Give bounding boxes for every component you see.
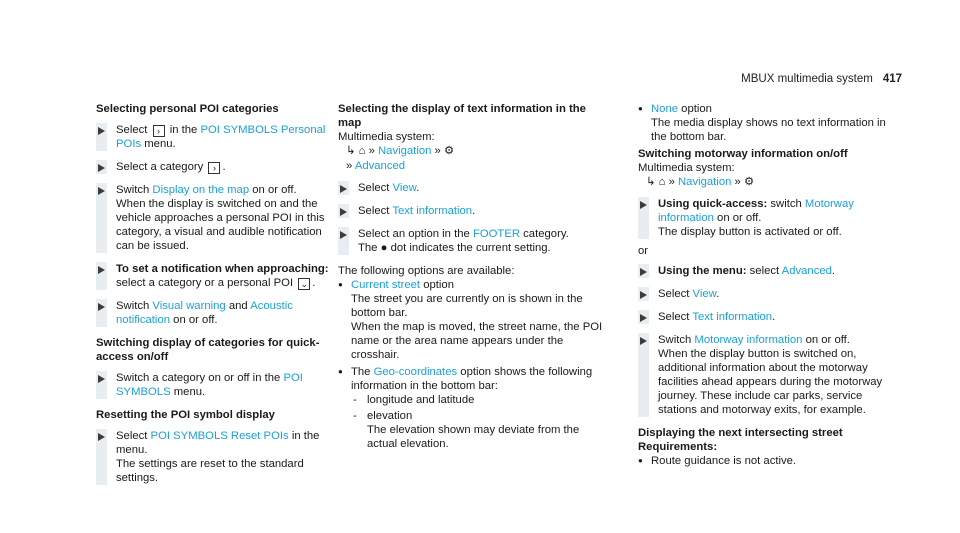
text: option shows the following information in the bottom bar: xyxy=(351,366,593,392)
text: category. xyxy=(523,228,569,240)
heading-intersecting-street: Displaying the next intersecting street xyxy=(638,427,843,439)
column-3 xyxy=(638,102,900,471)
text: Select xyxy=(658,288,690,300)
step-arrow-icon xyxy=(96,299,107,327)
chevron-right-icon: › xyxy=(153,125,165,137)
menu-link-poi-symbols-personal[interactable]: POI SYMBOLS Personal POIs xyxy=(116,124,326,150)
double-chevron-icon: » xyxy=(668,176,675,188)
menu-link-reset-pois[interactable]: POI SYMBOLS Reset POIs xyxy=(150,430,289,442)
text: . xyxy=(472,205,476,217)
text: When the map is moved, the street name, the POI name or the area name appears under the crosshair. xyxy=(351,321,603,361)
list-item xyxy=(638,102,900,144)
path-navigation[interactable]: Navigation xyxy=(678,176,732,188)
step xyxy=(638,287,900,301)
step-arrow-icon xyxy=(338,181,349,195)
text: option xyxy=(681,103,712,115)
option-display-on-map[interactable]: Display on the map xyxy=(152,184,250,196)
text: on or off. xyxy=(173,314,218,326)
text: Select xyxy=(116,430,148,442)
home-icon: ⌂ xyxy=(658,176,666,188)
option-geo-coordinates[interactable]: Geo-coordinates xyxy=(373,366,458,378)
text: on or off. xyxy=(805,334,850,346)
step xyxy=(338,227,608,255)
text: select xyxy=(749,265,780,277)
text: . xyxy=(772,311,776,323)
text: on or off. xyxy=(252,184,297,196)
text: and xyxy=(228,300,248,312)
text: Switch xyxy=(116,184,150,196)
text: elevation xyxy=(367,410,413,422)
path-advanced[interactable]: Advanced xyxy=(354,160,406,172)
step xyxy=(96,299,340,327)
step-arrow-icon xyxy=(638,287,649,301)
text: Select xyxy=(116,124,148,136)
option-current-street[interactable]: Current street xyxy=(351,279,421,291)
text: on or off. xyxy=(717,212,762,224)
options-intro: The following options are available: xyxy=(338,265,515,277)
menu-path xyxy=(338,144,608,158)
return-arrow-icon: ↳ xyxy=(346,145,356,157)
text: Switch a category on or off in the xyxy=(116,372,281,384)
double-chevron-icon: » xyxy=(734,176,741,188)
menu-path xyxy=(638,175,900,189)
text: menu. xyxy=(173,386,206,398)
path-navigation[interactable]: Navigation xyxy=(378,145,432,157)
step-arrow-icon xyxy=(96,183,107,253)
menu-link-poi-symbols[interactable]: POI SYMBOLS xyxy=(116,372,303,398)
home-icon: ⌂ xyxy=(358,145,366,157)
step xyxy=(338,181,608,195)
double-chevron-icon: » xyxy=(434,145,441,157)
text: select a category or a personal POI xyxy=(116,277,294,289)
requirements-label: Requirements: xyxy=(638,441,718,453)
column-2 xyxy=(338,102,608,454)
text: Select an option in the xyxy=(358,228,470,240)
text: The ● dot indicates the current setting. xyxy=(358,242,551,254)
step xyxy=(638,333,900,417)
text: in the xyxy=(169,124,198,136)
text: The xyxy=(351,366,371,378)
step-arrow-icon xyxy=(96,262,107,290)
option-motorway-information[interactable]: Motorway information xyxy=(694,334,803,346)
step-arrow-icon xyxy=(96,371,107,399)
column-1 xyxy=(96,102,340,494)
option-text-information[interactable]: Text information xyxy=(392,205,473,217)
sub-item: - longitude and latitude xyxy=(351,393,608,407)
page-header xyxy=(741,72,902,86)
gear-icon: ⚙ xyxy=(743,176,755,188)
gear-icon: ⚙ xyxy=(443,145,455,157)
option-advanced[interactable]: Advanced xyxy=(781,265,832,277)
text: . xyxy=(222,161,226,173)
step-arrow-icon xyxy=(638,264,649,278)
category-footer[interactable]: FOOTER xyxy=(472,228,521,240)
option-view[interactable]: View xyxy=(392,182,417,194)
text: The street you are currently on is shown in the bottom bar. xyxy=(351,293,583,319)
system-label: Multimedia system: xyxy=(338,131,435,143)
step xyxy=(338,204,608,218)
chevron-down-icon: ⌄ xyxy=(298,278,310,290)
step xyxy=(96,160,340,174)
text: menu. xyxy=(144,138,176,150)
list-item xyxy=(338,365,608,451)
step-arrow-icon xyxy=(96,429,107,485)
step-arrow-icon xyxy=(638,333,649,417)
step xyxy=(96,371,340,399)
text: . xyxy=(716,288,720,300)
step xyxy=(638,197,900,239)
step xyxy=(96,183,340,253)
chevron-right-icon: › xyxy=(208,162,220,174)
double-chevron-icon: » xyxy=(368,145,375,157)
step xyxy=(638,264,900,278)
text: Select xyxy=(658,311,690,323)
option-view[interactable]: View xyxy=(692,288,717,300)
bold-text: Using quick-access: xyxy=(658,198,768,210)
text: option xyxy=(423,279,454,291)
system-label: Multimedia system: xyxy=(638,162,735,174)
text: Switch xyxy=(116,300,150,312)
step-arrow-icon xyxy=(638,197,649,239)
option-motorway-information[interactable]: Motorway information xyxy=(658,198,854,224)
step-arrow-icon xyxy=(96,160,107,174)
option-none[interactable]: None xyxy=(651,103,679,115)
heading-quick-access: Switching display of categories for quick-access on/off xyxy=(96,337,320,363)
text: in the menu. xyxy=(116,430,320,456)
text: The display button is activated or off. xyxy=(658,226,842,238)
text: switch xyxy=(770,198,802,210)
bold-text: To set a notification when approaching: xyxy=(116,263,329,275)
heading-reset: Resetting the POI symbol display xyxy=(96,409,275,421)
menu-path xyxy=(338,159,608,173)
text: When the display is switched on and the vehicle approaches a personal POI in this category, a visual and audible notification can be issued. xyxy=(116,198,325,252)
step-arrow-icon xyxy=(96,123,107,151)
heading-text-info: Selecting the display of text information in the map xyxy=(338,103,586,129)
text: When the display button is switched on, additional information about the motorway facilities ahead appears during the motorway journey. These include car parks, service stations and motorway exits, for example. xyxy=(658,348,883,416)
sub-item xyxy=(351,409,608,451)
option-text-information[interactable]: Text information xyxy=(692,311,773,323)
text: . xyxy=(831,265,836,277)
step-arrow-icon xyxy=(638,310,649,324)
list-item xyxy=(338,278,608,362)
text: The elevation shown may deviate from the actual elevation. xyxy=(367,424,580,450)
header-title: MBUX multimedia system xyxy=(741,73,873,85)
step-arrow-icon xyxy=(338,204,349,218)
text: Select a category xyxy=(116,161,204,173)
or-text: or xyxy=(638,245,649,257)
double-chevron-icon: » xyxy=(346,160,353,172)
text: The settings are reset to the standard settings. xyxy=(116,458,304,484)
return-arrow-icon: ↳ xyxy=(646,176,656,188)
step xyxy=(96,262,340,290)
page-number: 417 xyxy=(882,73,902,85)
text: Select xyxy=(358,205,390,217)
bold-text: Using the menu: xyxy=(658,265,747,277)
step xyxy=(96,429,340,485)
step xyxy=(638,310,900,324)
heading-motorway: Switching motorway information on/off xyxy=(638,148,848,160)
option-acoustic-notification[interactable]: Acoustic notification xyxy=(116,300,293,326)
option-visual-warning[interactable]: Visual warning xyxy=(152,300,226,312)
step xyxy=(96,123,340,151)
text: Select xyxy=(358,182,390,194)
list-item: ● Route guidance is not active. xyxy=(638,454,900,468)
text: The media display shows no text information in the bottom bar. xyxy=(651,117,886,143)
step-arrow-icon xyxy=(338,227,349,255)
text: Switch xyxy=(658,334,692,346)
text: . xyxy=(416,182,420,194)
heading-personal-poi: Selecting personal POI categories xyxy=(96,103,279,115)
text: . xyxy=(312,277,316,289)
